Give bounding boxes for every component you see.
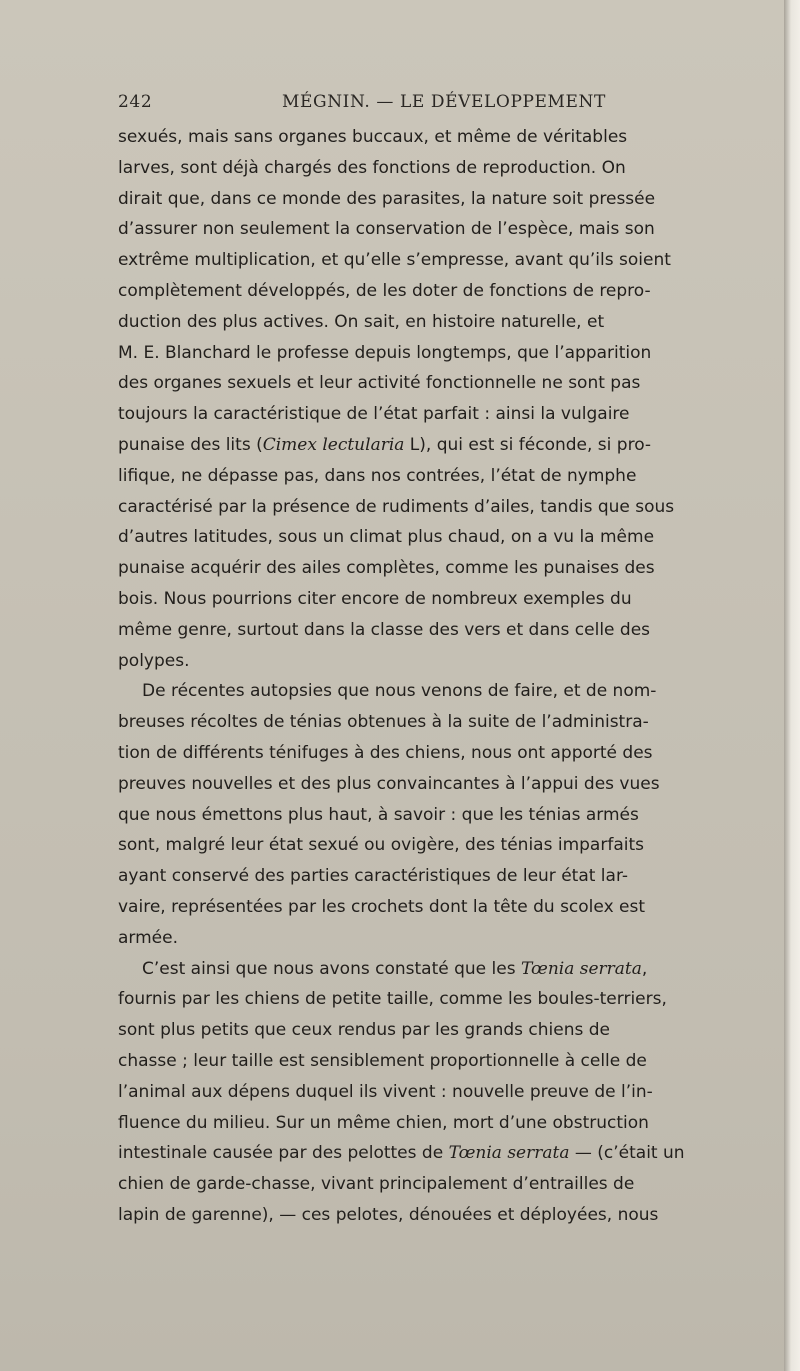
text-line (118, 861, 790, 892)
text-segment: des organes sexuels et leur activité fonctionnelle ne sont pas (118, 373, 641, 394)
text-segment: caractérisé par la présence de rudiments d’ailes, tandis que sous (118, 496, 675, 517)
running-title: MÉGNIN. — LE DÉVELOPPEMENT (282, 92, 606, 112)
text-segment: L), qui est si féconde, si pro- (404, 434, 652, 455)
text-segment: d’assurer non seulement la conservation de l’espèce, mais son (118, 219, 655, 240)
page-number: 242 (118, 92, 153, 112)
text-line (118, 214, 790, 245)
text-line (118, 368, 790, 399)
text-segment: — (c’était un (569, 1143, 685, 1164)
text-segment: tion de différents ténifuges à des chiens, nous ont apporté des (118, 742, 653, 763)
text-line (118, 738, 790, 769)
text-segment: punaise des lits ( (118, 434, 263, 455)
body-text (118, 122, 790, 1231)
text-segment: lifique, ne dépasse pas, dans nos contrées, l’état de nymphe (118, 465, 637, 486)
text-line (118, 954, 790, 985)
text-segment: l’animal aux dépens duquel ils vivent : nouvelle preuve de l’in- (118, 1081, 653, 1102)
text-line (118, 1138, 790, 1169)
text-segment: extrême multiplication, et qu’elle s’empresse, avant qu’ils soient (118, 250, 671, 271)
text-segment: De récentes autopsies que nous venons de faire, et de nom- (142, 681, 657, 702)
text-segment: complètement développés, de les doter de fonctions de repro- (118, 280, 651, 301)
text-segment: larves, sont déjà chargés des fonctions de reproduction. On (118, 157, 626, 178)
text-segment: toujours la caractéristique de l’état parfait : ainsi la vulgaire (118, 404, 630, 425)
text-segment: lapin de garenne), — ces pelotes, dénouées et déployées, nous (118, 1204, 659, 1225)
text-segment: duction des plus actives. On sait, en histoire naturelle, et (118, 311, 605, 332)
text-segment: polypes. (118, 650, 190, 671)
text-segment: breuses récoltes de ténias obtenues à la suite de l’administra- (118, 712, 649, 733)
text-line (118, 984, 790, 1015)
text-segment: dirait que, dans ce monde des parasites, la nature soit pressée (118, 188, 656, 209)
text-segment: sont plus petits que ceux rendus par les grands chiens de (118, 1020, 611, 1041)
text-segment: armée. (118, 927, 178, 948)
text-segment: bois. Nous pourrions citer encore de nombreux exemples du (118, 588, 632, 609)
text-line (118, 1200, 790, 1231)
text-segment: , (641, 958, 648, 979)
text-line (118, 1169, 790, 1200)
text-segment: que nous émettons plus haut, à savoir : que les ténias armés (118, 804, 639, 825)
text-line (118, 615, 790, 646)
text-segment: M. E. Blanchard le professe depuis longtemps, que l’apparition (118, 342, 652, 363)
text-line (118, 245, 790, 276)
text-line (118, 399, 790, 430)
text-segment: fournis par les chiens de petite taille, comme les boules-terriers, (118, 989, 667, 1010)
text-line (118, 461, 790, 492)
text-line (118, 307, 790, 338)
text-line (118, 1108, 790, 1139)
text-line (118, 830, 790, 861)
text-line (118, 430, 790, 461)
text-line (118, 1077, 790, 1108)
text-segment: sont, malgré leur état sexué ou ovigère, des ténias imparfaits (118, 835, 644, 856)
text-line (118, 892, 790, 923)
text-line (118, 800, 790, 831)
text-segment: sexués, mais sans organes buccaux, et même de véritables (118, 127, 628, 147)
text-segment: punaise acquérir des ailes complètes, comme les punaises des (118, 558, 655, 579)
text-line (118, 1015, 790, 1046)
text-segment: fluence du milieu. Sur un même chien, mort d’une obstruction (118, 1112, 649, 1133)
text-segment: chasse ; leur taille est sensiblement proportionnelle à celle de (118, 1050, 647, 1071)
running-header (118, 92, 748, 118)
text-line (118, 676, 790, 707)
text-line (118, 153, 790, 184)
text-line (118, 276, 790, 307)
text-segment: chien de garde-chasse, vivant principalement d’entrailles de (118, 1174, 635, 1195)
text-segment: d’autres latitudes, sous un climat plus chaud, on a vu la même (118, 527, 655, 548)
text-line (118, 584, 790, 615)
text-line (118, 646, 790, 677)
text-segment: vaire, représentées par les crochets dont la tête du scolex est (118, 896, 646, 917)
text-line (118, 492, 790, 523)
italic-species-name: Cimex lectularia (262, 434, 405, 455)
italic-species-name: Tœnia serrata (448, 1143, 570, 1164)
italic-species-name: Tœnia serrata (520, 958, 642, 979)
text-line (118, 923, 790, 954)
text-segment: intestinale causée par des pelottes de (118, 1143, 449, 1164)
text-segment: même genre, surtout dans la classe des vers et dans celle des (118, 619, 651, 640)
text-line (118, 184, 790, 215)
text-segment: preuves nouvelles et des plus convaincantes à l’appui des vues (118, 773, 660, 794)
text-line (118, 707, 790, 738)
text-line (118, 553, 790, 584)
text-line (118, 522, 790, 553)
text-line (118, 1046, 790, 1077)
text-segment: C’est ainsi que nous avons constaté que les (142, 958, 521, 979)
text-line (118, 122, 790, 153)
text-line (118, 769, 790, 800)
text-line (118, 338, 790, 369)
text-segment: ayant conservé des parties caractéristiques de leur état lar- (118, 866, 628, 887)
